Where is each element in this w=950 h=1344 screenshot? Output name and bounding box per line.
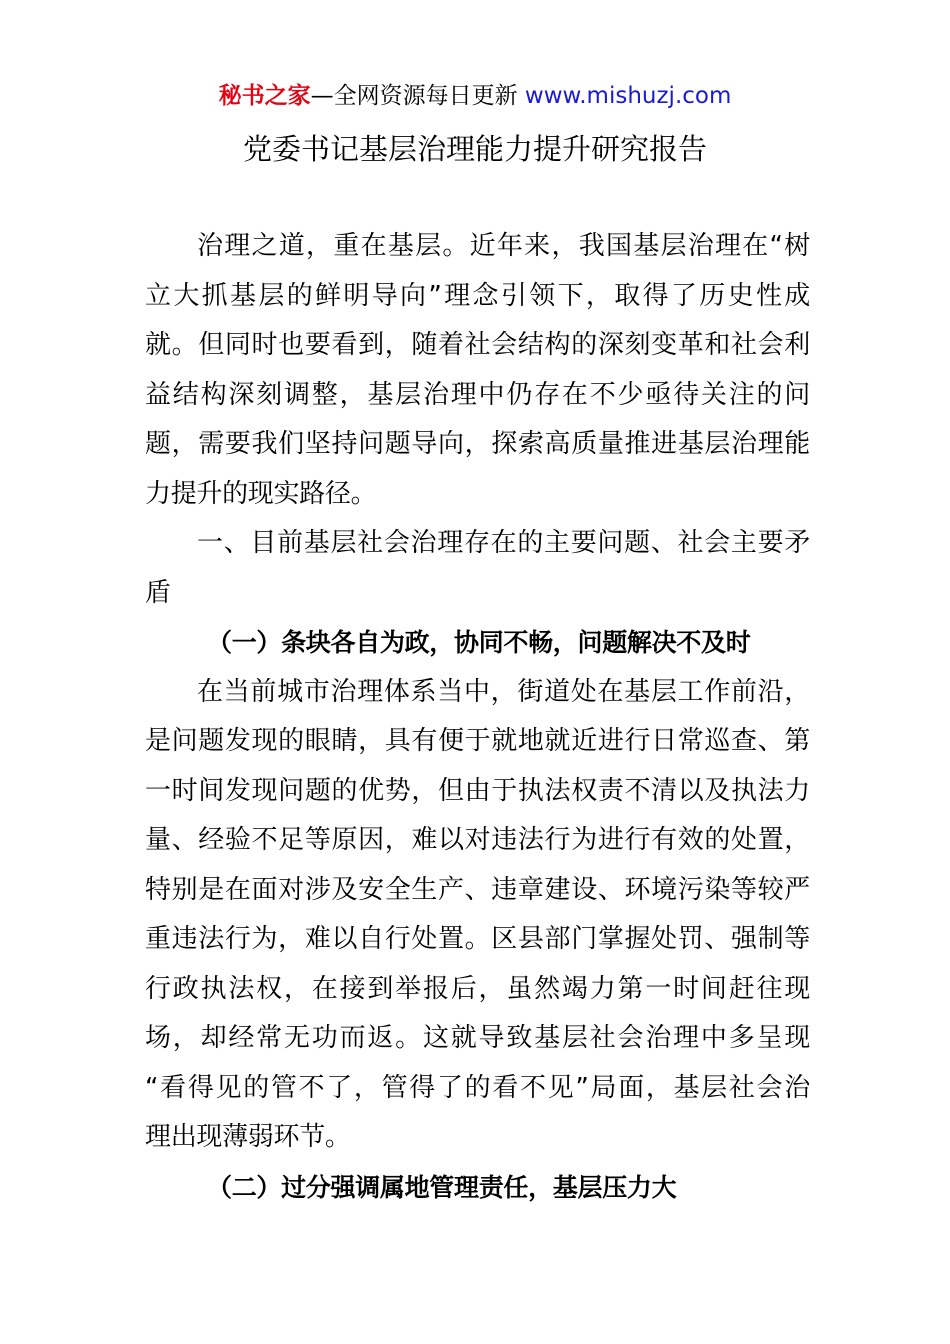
paragraph-line: 是问题发现的眼睛，具有便于就地就近进行日常巡查、第 <box>145 726 810 756</box>
paragraph-line: 特别是在面对涉及安全生产、违章建设、环境污染等较严 <box>145 874 810 905</box>
subsection-heading: （一）条块各自为政，协同不畅，问题解决不及时 <box>207 628 751 657</box>
subsection-heading: （二）过分强调属地管理责任，基层压力大 <box>207 1172 677 1202</box>
paragraph-line: 量、经验不足等原因，难以对违法行为进行有效的处置， <box>145 825 810 855</box>
paragraph-line: “看得见的管不了，管得了的看不见”局面，基层社会治 <box>145 1072 810 1103</box>
site-url-link[interactable]: www.mishuzj.com <box>524 83 732 109</box>
site-slogan: —全网资源每日更新 <box>310 83 518 109</box>
paragraph-line: 行政执法权，在接到举报后，虽然竭力第一时间赶往现 <box>145 973 810 1004</box>
paragraph-line: 就。但同时也要看到，随着社会结构的深刻变革和社会利 <box>145 330 810 360</box>
paragraph-line: 立大抓基层的鲜明导向”理念引领下，取得了历史性成 <box>145 280 810 311</box>
brand-name: 秘书之家 <box>218 83 311 109</box>
paragraph-line: 在当前城市治理体系当中，街道处在基层工作前沿， <box>197 676 810 707</box>
paragraph-line: 益结构深刻调整，基层治理中仍存在不少亟待关注的问 <box>145 379 810 410</box>
document-body <box>145 222 810 1212</box>
paragraph-line: 理出现薄弱环节。 <box>145 1122 351 1152</box>
paragraph-line: 题，需要我们坚持问题导向，探索高质量推进基层治理能 <box>145 429 810 459</box>
section-heading-line: 一、目前基层社会治理存在的主要问题、社会主要矛 <box>197 528 810 558</box>
paragraph-line: 治理之道，重在基层。近年来，我国基层治理在“树 <box>197 231 810 261</box>
paragraph-line: 场，却经常无功而返。这就导致基层社会治理中多呈现 <box>145 1023 810 1053</box>
paragraph-line: 一时间发现问题的优势，但由于执法权责不清以及执法力 <box>145 775 810 806</box>
paragraph-line: 力提升的现实路径。 <box>145 478 377 509</box>
document-title: 党委书记基层治理能力提升研究报告 <box>242 132 707 166</box>
site-header <box>0 80 950 112</box>
paragraph-line: 重违法行为，难以自行处置。区县部门掌握处罚、强制等 <box>145 924 810 954</box>
section-heading-line: 盾 <box>145 577 171 608</box>
